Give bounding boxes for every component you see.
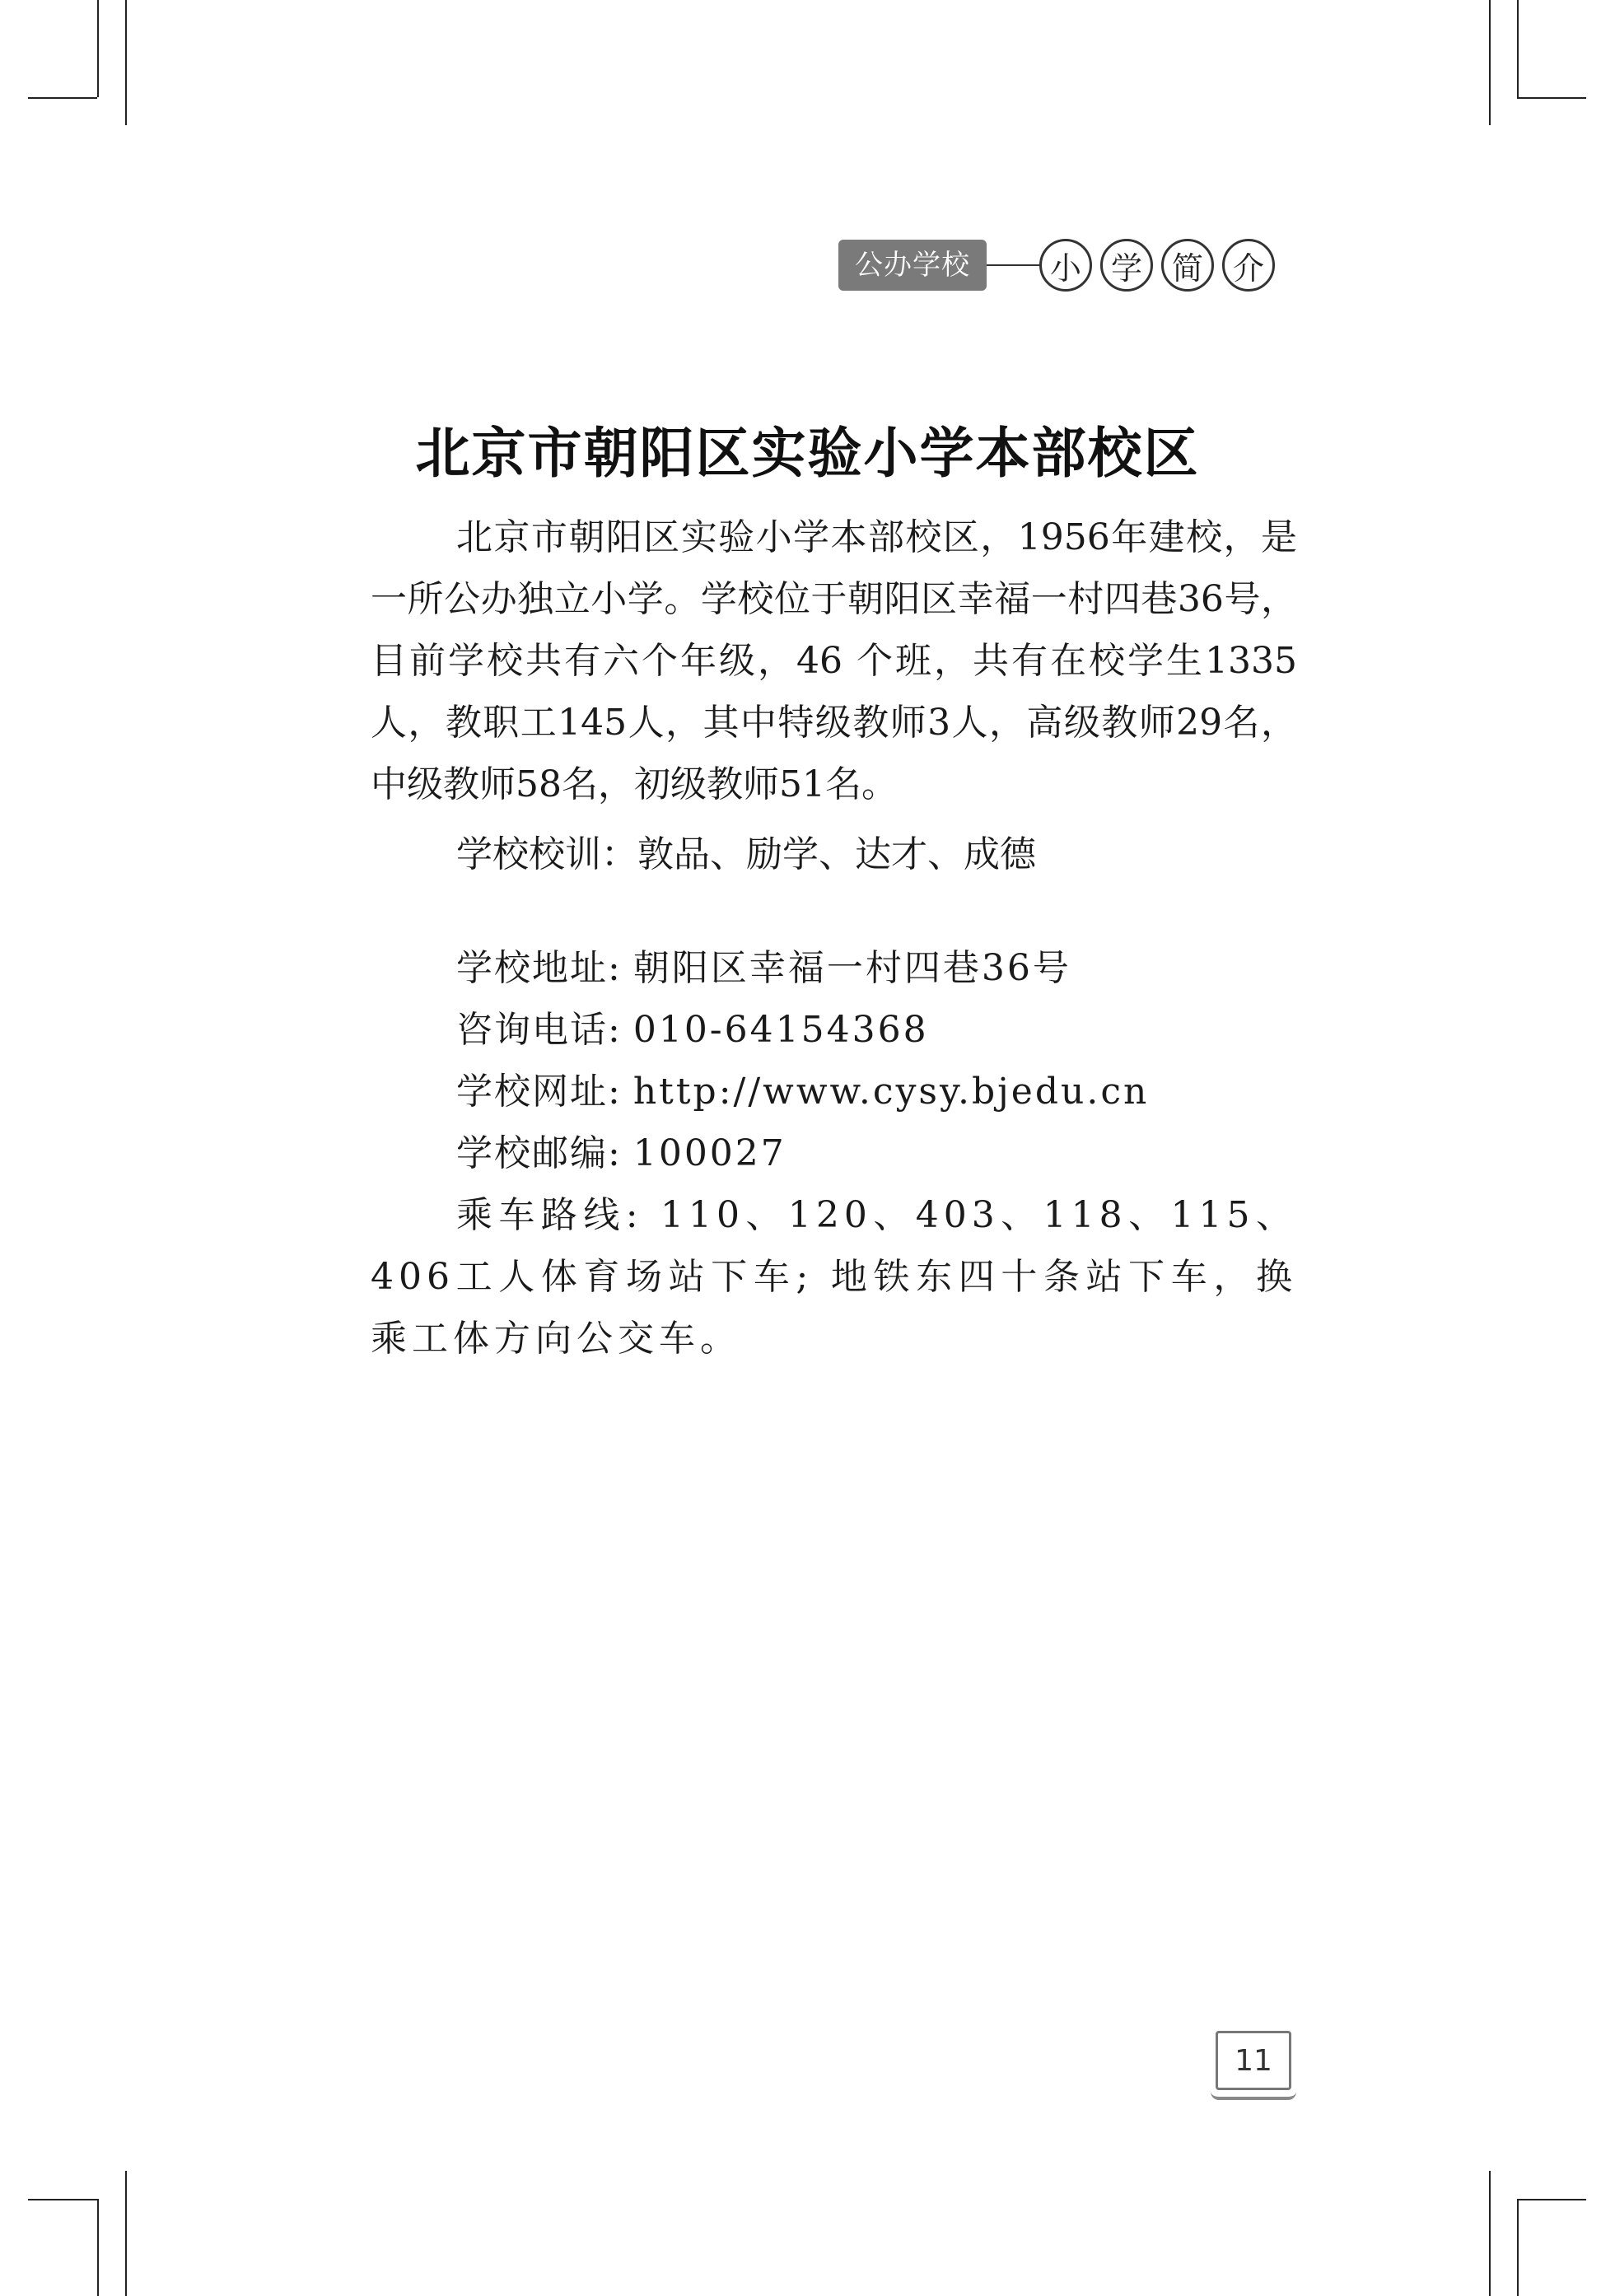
phone-line — [371, 999, 1297, 1061]
crop-mark — [1517, 2199, 1519, 2296]
crop-mark — [1517, 2199, 1586, 2200]
crop-mark — [1517, 0, 1519, 97]
crop-mark — [1517, 97, 1586, 99]
website-line — [371, 1061, 1297, 1122]
school-motto: 学校校训：敦品、励学、达才、成德 — [456, 833, 1036, 875]
crop-mark — [1489, 0, 1491, 125]
crop-mark — [125, 0, 127, 125]
page-number: 11 — [1216, 2031, 1291, 2090]
bus-route: 乘车路线: 110、120、403、118、115、406工人体育场站下车; 地铁东四十条站下车，换乘工体方向公交车。 — [371, 1194, 1297, 1360]
series-title — [1039, 239, 1275, 292]
address-label: 学校地址: — [456, 947, 622, 989]
postcode-label: 学校邮编: — [456, 1132, 622, 1174]
series-char: 小 — [1039, 239, 1092, 292]
crop-mark — [1489, 2171, 1491, 2296]
phone-value: 010-64154368 — [632, 1009, 929, 1051]
address-value: 朝阳区幸福一村四巷36号 — [632, 947, 1071, 989]
intro-section — [371, 506, 1297, 815]
contact-section — [371, 937, 1297, 1370]
postcode-line — [371, 1122, 1297, 1184]
section-header — [838, 239, 1275, 292]
website-value: http://www.cysy.bjedu.cn — [632, 1071, 1150, 1113]
crop-mark — [97, 2199, 99, 2296]
website-label: 学校网址: — [456, 1071, 622, 1113]
page-title: 北京市朝阳区实验小学本部校区 — [415, 422, 1200, 485]
postcode-value: 100027 — [632, 1132, 786, 1174]
address-line — [371, 937, 1297, 999]
crop-mark — [97, 0, 99, 97]
category-badge: 公办学校 — [838, 240, 987, 291]
phone-label: 咨询电话: — [456, 1009, 622, 1051]
header-rule — [987, 264, 1039, 266]
crop-mark — [125, 2171, 127, 2296]
crop-mark — [28, 97, 97, 99]
intro-paragraph: 北京市朝阳区实验小学本部校区，1956年建校，是一所公办独立小学。学校位于朝阳区幸福一村四巷36号，目前学校共有六个年级，46 个班，共有在校学生1335人，教职工145人，其中特级教师3人，高级教师29名，中级教师58名，初级教师51名。 — [371, 516, 1297, 805]
crop-mark — [28, 2199, 97, 2200]
series-char: 简 — [1161, 239, 1214, 292]
series-char: 介 — [1222, 239, 1275, 292]
series-char: 学 — [1100, 239, 1153, 292]
